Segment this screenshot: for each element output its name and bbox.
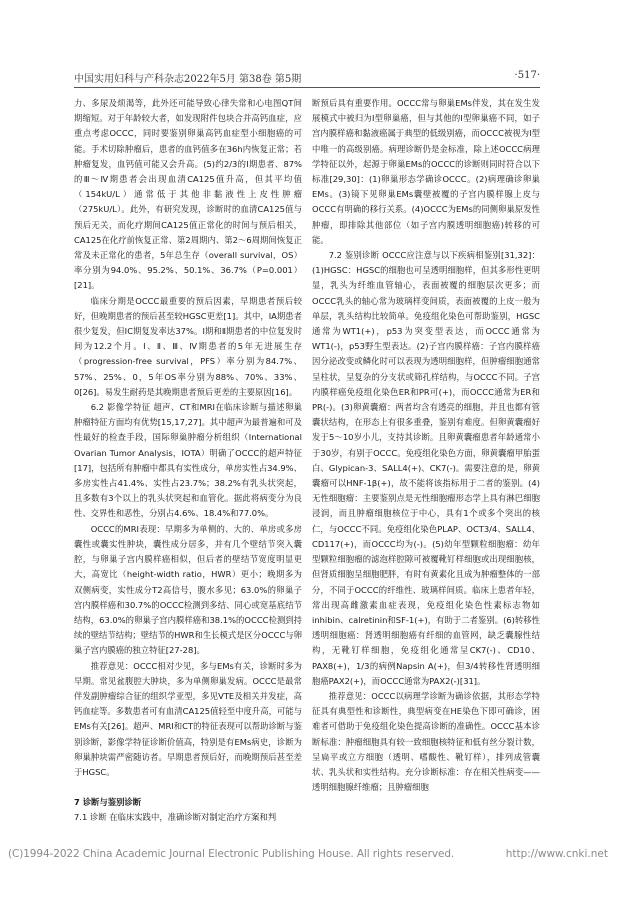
subsection-paragraph: 7.1 诊断 在临床实践中，准确诊断对制定治疗方案和判 [74,812,277,823]
left-column [74,96,302,826]
page-footer [0,848,640,868]
right-column [312,96,540,795]
journal-title: 中国实用妇科与产科杂志2022年5月 第38卷 第5期 [74,74,302,85]
paragraph: 6.2 影像学特征 超声、CT和MRI在临床诊断与描述卵巢肿瘤特征方面均有优势[15,17,27]。其中超声为最普遍和可及性最好的检查手段，国际卵巢肿瘤分析组织（International Ovarian Tumor Analysis，IOTA）明确了OCCC的超声特征[17]，包括所有肿瘤中都具有实性成分，单房实性占34.9%、多房实性占41.4%、实性占23.7%；38.2%有乳头状突起，且多数有3个以上的乳头状突起和血管化。据此将病变分为良性、交界性和恶性，分别占4.6%、18.4%和77.0%。 [74,402,302,519]
section-heading: 7 诊断与鉴别诊断 [74,797,142,808]
paragraph: 7.2 鉴别诊断 OCCC应注意与以下疾病相鉴别[31,32]：(1)HGSC：HGSC的细胞也可呈透明细胞样，但其多形性更明显，乳头为纤维血管轴心，表面被覆的细胞层次更多；而OCCC乳头的轴心常为玻璃样变间质，表面被覆的上皮一般为单层，乳头结构比较简单。免疫组化染色可帮助鉴别，HGSC通常为WT1(+)，p53为突变型表达，而OCCC通常为WT1(-)，p53野生型表达。(2)子宫内膜样癌：子宫内膜样癌因分泌改变或鳞化时可以表现为透明细胞样，但肿瘤细胞通常呈柱状，呈复杂的分支状或筛孔样结构，与OCCC不同。子宫内膜样癌免疫组化染色ER和PR可(+)，而OCCC通常为ER和PR(-)。(3)卵黄囊瘤：两者均含有透亮的细胞，并且也都有管囊状结构，在形态上有很多重叠，鉴别有难度。但卵黄囊瘤好发于5～10岁小儿，支持其诊断。且卵黄囊瘤患者年龄通常小于30岁，有别于OCCC。免疫组化染色方面，卵黄囊瘤甲胎蛋白、Glypican-3、SALL4(+)、CK7(-)。需要注意的是，卵黄囊瘤可以HNF-1β(+)，故不能将该指标用于二者的鉴别。(4)无性细胞瘤：主要鉴别点是无性细胞瘤形态学上具有淋巴细胞浸润，而且肿瘤细胞核位于中心，具有1个或多个突出的核仁，与OCCC不同。免疫组化染色PLAP、OCT3/4、SALL4、CD117(+)，而OCCC均为(-)。(5)幼年型颗粒细胞瘤：幼年型颗粒细胞瘤的滤泡样腔隙可被覆靴钉样细胞或出现细胞核，但肾质细胞呈细胞肥胖，有时有黄素化且成为肿瘤整体的一部分，不同于OCCC的纤维性、玻璃样间质。临床上患者年轻，常出现高雌激素血症表现，免疫组化染色性素标志物如inhibin、calretinin和SF-1(+)，有助于二者鉴别。(6)转移性透明细胞癌：肾透明细胞癌有纤细的血管网，缺乏囊腺性结构，无靴钉样细胞，免疫组化通常呈CK7(-)、CD10、PAX8(+)，1/3的病例Napsin A(+)，但3/4转移性肾透明细胞癌PAX2(+)，而OCCC通常为PAX2(-)[31]。 [312,250,540,686]
paragraph: 临床分期是OCCC最重要的预后因素，早期患者预后较好，但晚期患者的预后甚至较HGSC更差[1]。其中，ⅠA期患者很少复发，但ⅠC期复发率达37%。Ⅰ期和Ⅱ期患者的中位复发时间为12.2个月。Ⅰ、Ⅱ、Ⅲ、Ⅳ期患者的5年无进展生存（progression-free survival，PFS）率分别为84.7%、57%、25%、0，5年OS率分别为88%、70%、33%、0[26]。易发生耐药是其晚期患者预后更差的主要原因[16]。 [74,295,302,397]
paragraph: 力、多尿及烦渴等，此外还可能导致心律失常和心电图QT间期缩短。对于年龄较大者，如发现附件包块合并高钙血症，应重点考虑OCCC，同时要鉴别卵巢高钙血症型小细胞癌的可能。手术切除肿瘤后，患者的血钙值多在36h内恢复正常；若肿瘤复发，血钙值可能又会升高。(5)约2/3的Ⅰ期患者、87%的Ⅲ～Ⅳ期患者会出现血清CA125值升高，但其平均值（154kU/L）通常低于其他非黏液性上皮性肿瘤（275kU/L）。此外，有研究发现，诊断时的血清CA125值与预后无关，而化疗期间CA125值正常化的时间与预后相关，CA125在化疗前恢复正常、第2周期内、第2～6周期间恢复正常及未正常化的患者，5年总生存（overall survival，OS）率分别为94.0%、95.2%、50.1%、36.7%（P=0.001）[21]。 [74,98,302,291]
copyright-notice: (C)1994-2022 China Academic Journal Electronic Publishing House. All rights reserved. [8,848,455,860]
website-link[interactable]: http://www.cnki.net [505,848,608,860]
recommendation-paragraph: 推荐意见：OCCC相对少见，多与EMs有关，诊断时多为早期。常见盆腹腔大肿块，多为单侧卵巢发病。OCCC是最常伴发副肿瘤综合征的组织学亚型，多见VTE及相关并发症，高钙血症等。多数患者可有血清CA125值轻至中度升高，可能与EMs有关[26]。超声、MRI和CT的特征表现可以帮助诊断与鉴别诊断，影像学特征诊断价值高，特别是有EMs病史，诊断为卵巢肿块需严密随访者。早期患者预后好，而晚期预后甚至差于HGSC。 [74,660,302,777]
header-divider [74,87,540,88]
paragraph: 断预后具有重要作用。OCCC常与卵巢EMs伴发，其在发生发展模式中被归为Ⅰ型卵巢癌，但与其他的Ⅰ型卵巢癌不同，如子宫内膜样癌和黏液癌属于典型的低级别癌，而OCCC被视为Ⅰ型中唯一的高级别癌。病理诊断仍是金标准，除上述OCCC病理学特征以外，起源于卵巢EMs的OCCC的诊断则同时符合以下标准[29,30]：(1)卵巢形态学确诊OCCC。(2)病理确诊卵巢EMs。(3)镜下见卵巢EMs囊壁被覆的子宫内膜样腺上皮与OCCC有明确的移行关系。(4)OCCC为EMs的同侧卵巢原发性肿瘤，即排除其他部位（如子宫内膜透明细胞癌)转移的可能。 [312,98,540,245]
recommendation-paragraph: 推荐意见：OCCC以病理学诊断为确诊依据，其形态学特征具有典型性和诊断性，典型病变在HE染色下即可确诊，困难者可借助于免疫组化染色提高诊断的准确性。OCCC基本诊断标准：肿瘤细胞具有较一致细胞核特征和低有丝分裂计数，呈扁平或立方细胞（透明、嗜酸性、靴钉样），排列成管囊状、乳头状和实性结构。充分诊断标准：存在相关性病变——透明细胞腺纤维瘤；且肿瘤细胞 [312,690,540,793]
paragraph: OCCC的MRI表现：早期多为单侧的、大的、单房或多房囊性或囊实性肿块，囊性成分居多，并有几个壁结节突入囊腔，与卵巢子宫内膜样癌相似，但后者的壁结节宽度明显更大，高宽比（height-width ratio，HWR）更小；晚期多为双侧病变，实性成分T2高信号，腹水多见；63.0%的卵巢子宫内膜样癌和30.7%的OCCC检测到多结、同心或宽基底结节结构，63.0%的卵巢子宫内膜样癌和38.1%的OCCC检测到持续的壁结节结构；壁结节的HWR和生长模式是区分OCCC与卵巢子宫内膜癌的独立特征[27-28]。 [74,523,302,656]
page-number: ·517· [514,70,540,81]
